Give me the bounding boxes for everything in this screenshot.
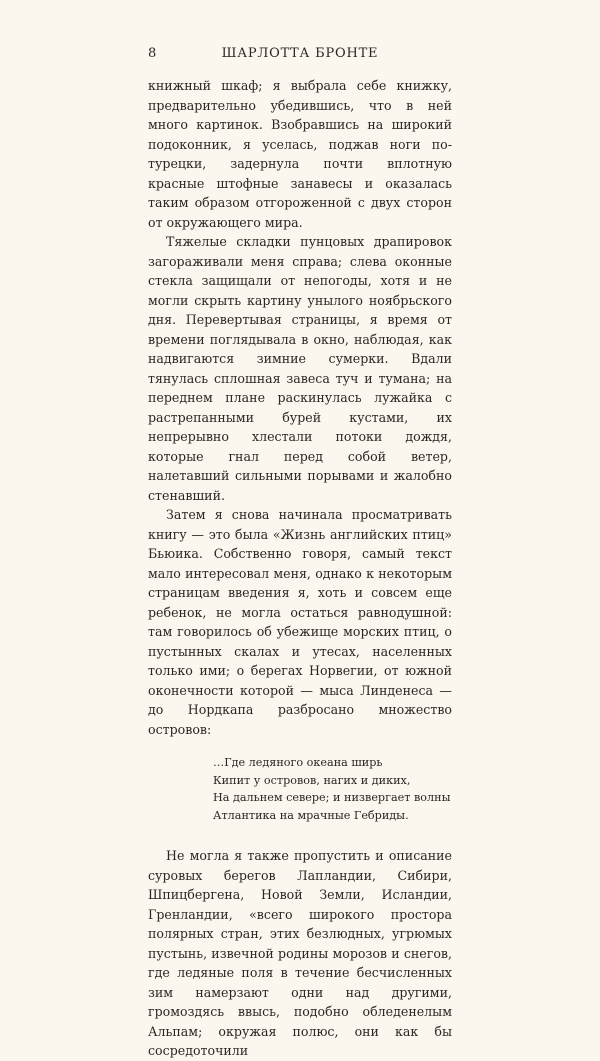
poem-line: …Где ледяного океана ширь (213, 756, 383, 769)
paragraph-bewick: Затем я снова начинала просматривать книгу — это была «Жизнь английских птиц» Бьюика. Собственно говоря, самый текст мало интересовал меня, однако к некоторым страницам введения я, хоть и совсем еще ребенок, не могла остаться равнодушной: там говорилось об убежище морских птиц, о пустынных скалах и утесах, населенных только ими; о берегах Норвегии, от южной оконечности которой — мыса Линденеса — до Нордкапа разбросано множество островов: (148, 507, 452, 737)
paragraph-continuation: книжный шкаф; я выбрала себе книжку, предварительно убедившись, что в ней много картинок. Взобравшись на широкий подоконник, я уселась, поджав ноги по-турецки, задернула почти вплотную красные штофные занавесы и оказалась таким образом отгороженной с двух сторон от окружающего мира. (148, 78, 452, 230)
running-head (148, 46, 452, 66)
paragraph-lapland: Не могла я также пропустить и описание суровых берегов Лапландии, Сибири, Шпицбергена, Новой Земли, Исландии, Гренландии, «всего широкого простора полярных стран, этих безлюдных, угрюмых пустынь, извечной родины морозов и снегов, где ледяные поля в течение бесчисленных зим намерзают одни над другими, громоздясь ввысь, подобно обледенелым Альпам; окружая полюс, они как бы сосредоточили (148, 848, 452, 1058)
body-text (148, 76, 452, 1061)
page-number: 8 (148, 46, 157, 61)
poem-line: Кипит у островов, нагих и диких, (213, 773, 411, 787)
poem-line: Атлантика на мрачные Гебриды. (213, 808, 409, 822)
poem-quote (213, 754, 452, 824)
paragraph-drapery: Тяжелые складки пунцовых драпировок загораживали меня справа; слева оконные стекла защищали от непогоды, хотя и не могли скрыть картину унылого ноябрьского дня. Перевертывая страницы, я время от времени поглядывала в окно, наблюдая, как надвигаются зимние сумерки. Вдали тянулась сплошная завеса туч и тумана; на переднем плане раскинулась лужайка с растрепанными бурей кустами, их непрерывно хлестали потоки дождя, которые гнал перед собой ветер, налетавший сильными порывами и жалобно стенавший. (148, 234, 452, 503)
running-title: ШАРЛОТТА БРОНТЕ (221, 46, 379, 61)
poem-line: На дальнем севере; и низвергает волны (213, 791, 451, 804)
